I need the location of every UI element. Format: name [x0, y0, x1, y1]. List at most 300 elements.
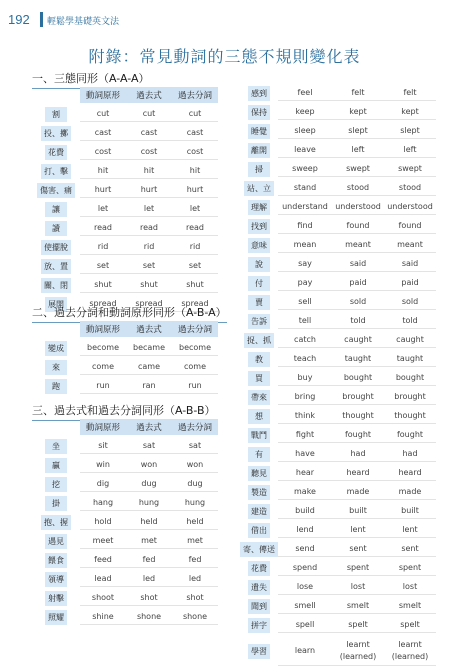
past-participle-cell: shone: [172, 609, 218, 625]
meaning-cell: [240, 104, 278, 120]
table-row: [240, 161, 436, 177]
meaning-cell: [32, 590, 80, 606]
past-tense-cell: set: [126, 258, 172, 274]
meaning-cell: [32, 258, 80, 274]
table-row: [240, 351, 436, 367]
past-tense-cell: lost: [332, 579, 384, 595]
table-row: [32, 106, 218, 122]
meaning-label: 教: [248, 352, 270, 367]
table-row: [32, 258, 218, 274]
meaning-cell: [32, 438, 80, 454]
table-row: [32, 609, 218, 625]
table-row: [240, 560, 436, 576]
table-row: [240, 313, 436, 329]
base-form-cell: shoot: [80, 590, 126, 606]
meaning-label: 買: [248, 371, 270, 386]
past-tense-cell: spread: [126, 296, 172, 312]
past-tense-cell: brought: [332, 389, 384, 405]
meaning-cell: [32, 277, 80, 293]
past-tense-cell: heard: [332, 465, 384, 481]
past-tense-cell: slept: [332, 123, 384, 139]
past-tense-cell: fed: [126, 552, 172, 568]
base-form-cell: say: [278, 256, 332, 272]
past-tense-cell: made: [332, 484, 384, 500]
base-form-cell: tell: [278, 313, 332, 329]
meaning-cell: [240, 237, 278, 253]
past-tense-cell: had: [332, 446, 384, 462]
past-tense-cell: ran: [126, 378, 172, 394]
past-tense-cell: spent: [332, 560, 384, 576]
past-tense-cell: read: [126, 220, 172, 236]
past-participle-cell: understood: [384, 199, 436, 215]
past-tense-cell: cast: [126, 125, 172, 141]
meaning-label: 照耀: [45, 610, 67, 625]
past-participle-cell: thought: [384, 408, 436, 424]
past-tense-cell: held: [126, 514, 172, 530]
past-participle-cell: shot: [172, 590, 218, 606]
table-header: [32, 321, 218, 337]
table-row: [32, 277, 218, 293]
table-row: [240, 427, 436, 443]
meaning-label: 變成: [45, 341, 67, 356]
table-row: [32, 182, 218, 198]
table-row: [32, 163, 218, 179]
past-tense-cell: stood: [332, 180, 384, 196]
table-row: [32, 590, 218, 606]
past-tense-cell: thought: [332, 408, 384, 424]
column-header-pp: 過去分詞: [172, 419, 218, 435]
meaning-label: 餵食: [45, 553, 67, 568]
past-participle-cell: fought: [384, 427, 436, 443]
meaning-cell: [32, 106, 80, 122]
past-tense-cell: kept: [332, 104, 384, 120]
meaning-cell: [32, 201, 80, 217]
table-row: [240, 294, 436, 310]
base-form-cell: hear: [278, 465, 332, 481]
column-header-base: 動詞原形: [80, 87, 126, 103]
past-participle-cell: set: [172, 258, 218, 274]
meaning-label: 製造: [248, 485, 270, 500]
base-form-cell: sleep: [278, 123, 332, 139]
meaning-cell: [240, 408, 278, 424]
base-form-cell: keep: [278, 104, 332, 120]
meaning-cell: [240, 275, 278, 291]
meaning-cell: [240, 142, 278, 158]
base-form-cell: read: [80, 220, 126, 236]
past-participle-cell: spent: [384, 560, 436, 576]
base-form-cell: bring: [278, 389, 332, 405]
page-header: [0, 0, 449, 40]
past-participle-cell: come: [172, 359, 218, 375]
meaning-label: 打、擊: [41, 164, 71, 179]
base-form-cell: rid: [80, 239, 126, 255]
form-alternate: (learned): [339, 651, 377, 661]
base-form-cell: buy: [278, 370, 332, 386]
meaning-label: 讓: [45, 202, 67, 217]
base-form-cell: sell: [278, 294, 332, 310]
form-primary: learnt: [398, 639, 422, 649]
table-row: [240, 389, 436, 405]
form-alternate: (learned): [391, 651, 429, 661]
section-title: 一、三態同形（A-A-A）: [32, 72, 150, 85]
past-participle-cell: [384, 636, 436, 666]
past-tense-cell: smelt: [332, 598, 384, 614]
meaning-label: 付: [248, 276, 270, 291]
meaning-cell: [240, 446, 278, 462]
meaning-cell: [240, 465, 278, 481]
column-header-pp: 過去分詞: [172, 321, 218, 337]
base-form-cell: cast: [80, 125, 126, 141]
meaning-cell: [32, 182, 80, 198]
table-row: [240, 180, 436, 196]
past-tense-cell: said: [332, 256, 384, 272]
base-form-cell: fight: [278, 427, 332, 443]
past-tense-cell: fought: [332, 427, 384, 443]
past-participle-cell: shut: [172, 277, 218, 293]
meaning-cell: [240, 560, 278, 576]
past-participle-cell: cast: [172, 125, 218, 141]
past-participle-cell: hung: [172, 495, 218, 511]
base-form-cell: sit: [80, 438, 126, 454]
past-participle-cell: brought: [384, 389, 436, 405]
base-form-cell: catch: [278, 332, 332, 348]
meaning-label: 投、擲: [41, 126, 71, 141]
table-row: [240, 579, 436, 595]
past-participle-cell: dug: [172, 476, 218, 492]
past-tense-cell: [332, 636, 384, 666]
past-participle-cell: become: [172, 340, 218, 356]
table-row: [240, 256, 436, 272]
table-row: [240, 237, 436, 253]
past-participle-cell: slept: [384, 123, 436, 139]
table-row: [240, 446, 436, 462]
table-row: [32, 476, 218, 492]
past-participle-cell: left: [384, 142, 436, 158]
meaning-label: 抱、握: [41, 515, 71, 530]
page-title: 附錄：常見動詞的三態不規則變化表: [88, 47, 361, 66]
meaning-label: 賣: [248, 295, 270, 310]
meaning-label: 展開: [45, 297, 67, 312]
blank-header: [32, 419, 80, 435]
past-participle-cell: heard: [384, 465, 436, 481]
past-tense-cell: meant: [332, 237, 384, 253]
meaning-label: 坐: [45, 439, 67, 454]
base-form-cell: run: [80, 378, 126, 394]
past-participle-cell: said: [384, 256, 436, 272]
past-participle-cell: sold: [384, 294, 436, 310]
past-participle-cell: sent: [384, 541, 436, 557]
meaning-label: 理解: [248, 200, 270, 215]
meaning-cell: [240, 598, 278, 614]
meaning-cell: [240, 503, 278, 519]
meaning-cell: [240, 484, 278, 500]
table-row: [240, 199, 436, 215]
past-participle-cell: made: [384, 484, 436, 500]
past-tense-cell: swept: [332, 161, 384, 177]
base-form-cell: send: [278, 541, 332, 557]
past-tense-cell: lent: [332, 522, 384, 538]
meaning-label: 睡覺: [248, 124, 270, 139]
past-tense-cell: found: [332, 218, 384, 234]
verb-table-aba: [32, 318, 218, 397]
meaning-cell: [32, 495, 80, 511]
table-row: [240, 218, 436, 234]
meaning-cell: [240, 85, 278, 101]
meaning-cell: [32, 220, 80, 236]
past-participle-cell: meant: [384, 237, 436, 253]
past-participle-cell: kept: [384, 104, 436, 120]
past-participle-cell: taught: [384, 351, 436, 367]
meaning-label: 借出: [248, 523, 270, 538]
past-tense-cell: led: [126, 571, 172, 587]
table-row: [32, 220, 218, 236]
blank-header: [32, 321, 80, 337]
meaning-label: 聞到: [248, 599, 270, 614]
past-participle-cell: spread: [172, 296, 218, 312]
meaning-label: 聽見: [248, 466, 270, 481]
base-form-cell: shine: [80, 609, 126, 625]
meaning-cell: [32, 552, 80, 568]
meaning-cell: [240, 389, 278, 405]
table-row: [240, 503, 436, 519]
meaning-label: 帶來: [248, 390, 270, 405]
meaning-label: 跑: [45, 379, 67, 394]
meaning-cell: [240, 579, 278, 595]
meaning-label: 學習: [248, 644, 270, 659]
section-title: 三、過去式和過去分詞同形（A-B-B）: [32, 404, 216, 417]
meaning-cell: [32, 476, 80, 492]
table-row: [240, 598, 436, 614]
meaning-cell: [32, 359, 80, 375]
past-participle-cell: sat: [172, 438, 218, 454]
past-participle-cell: caught: [384, 332, 436, 348]
base-form-cell: meet: [80, 533, 126, 549]
past-tense-cell: sold: [332, 294, 384, 310]
meaning-label: 寄、傳送: [240, 542, 278, 557]
meaning-cell: [240, 180, 278, 196]
table-row: [32, 239, 218, 255]
base-form-cell: lose: [278, 579, 332, 595]
verb-table-aaa: [32, 84, 218, 315]
form-primary: learnt: [346, 639, 370, 649]
past-tense-cell: cost: [126, 144, 172, 160]
base-form-cell: make: [278, 484, 332, 500]
base-form-cell: come: [80, 359, 126, 375]
meaning-label: 找到: [248, 219, 270, 234]
meaning-label: 意味: [248, 238, 270, 253]
meaning-cell: [240, 199, 278, 215]
meaning-cell: [240, 123, 278, 139]
table-row: [240, 104, 436, 120]
verb-table-abb: [32, 416, 218, 628]
meaning-cell: [240, 294, 278, 310]
past-participle-cell: spelt: [384, 617, 436, 633]
base-form-cell: leave: [278, 142, 332, 158]
meaning-label: 戰鬥: [248, 428, 270, 443]
meaning-label: 告訴: [248, 314, 270, 329]
base-form-cell: hit: [80, 163, 126, 179]
meaning-label: 想: [248, 409, 270, 424]
past-participle-cell: built: [384, 503, 436, 519]
page-number: 192: [8, 12, 30, 27]
base-form-cell: let: [80, 201, 126, 217]
meaning-label: 射擊: [45, 591, 67, 606]
past-tense-cell: shot: [126, 590, 172, 606]
table-row: [32, 340, 218, 356]
base-form-cell: have: [278, 446, 332, 462]
past-participle-cell: run: [172, 378, 218, 394]
meaning-label: 花費: [45, 145, 67, 160]
table-row: [32, 571, 218, 587]
meaning-cell: [240, 427, 278, 443]
meaning-label: 離開: [248, 143, 270, 158]
meaning-label: 領導: [45, 572, 67, 587]
past-tense-cell: cut: [126, 106, 172, 122]
meaning-label: 割: [45, 107, 67, 122]
table-header: [32, 87, 218, 103]
meaning-label: 遇見: [45, 534, 67, 549]
meaning-cell: [240, 256, 278, 272]
table-row: [32, 378, 218, 394]
past-participle-cell: met: [172, 533, 218, 549]
table-row: [240, 484, 436, 500]
base-form-cell: spread: [80, 296, 126, 312]
past-participle-cell: cost: [172, 144, 218, 160]
past-participle-cell: felt: [384, 85, 436, 101]
base-form-cell: lend: [278, 522, 332, 538]
table-row: [240, 142, 436, 158]
meaning-cell: [32, 340, 80, 356]
past-participle-cell: told: [384, 313, 436, 329]
table-row: [240, 85, 436, 101]
base-form-cell: spell: [278, 617, 332, 633]
past-participle-cell: swept: [384, 161, 436, 177]
base-form-cell: learn: [278, 636, 332, 666]
meaning-label: 說: [248, 257, 270, 272]
past-tense-cell: hung: [126, 495, 172, 511]
past-participle-cell: held: [172, 514, 218, 530]
past-tense-cell: came: [126, 359, 172, 375]
meaning-label: 建造: [248, 504, 270, 519]
base-form-cell: understand: [278, 199, 332, 215]
meaning-cell: [32, 125, 80, 141]
meaning-label: 關、閉: [41, 278, 71, 293]
base-form-cell: cost: [80, 144, 126, 160]
meaning-cell: [240, 522, 278, 538]
table-row: [240, 275, 436, 291]
past-tense-cell: told: [332, 313, 384, 329]
table-row: [32, 359, 218, 375]
past-participle-cell: found: [384, 218, 436, 234]
base-form-cell: stand: [278, 180, 332, 196]
past-tense-cell: shone: [126, 609, 172, 625]
past-participle-cell: hurt: [172, 182, 218, 198]
base-form-cell: feed: [80, 552, 126, 568]
past-tense-cell: shut: [126, 277, 172, 293]
table-row: [32, 552, 218, 568]
past-tense-cell: rid: [126, 239, 172, 255]
base-form-cell: dig: [80, 476, 126, 492]
base-form-cell: hold: [80, 514, 126, 530]
column-header-base: 動詞原形: [80, 321, 126, 337]
past-participle-cell: won: [172, 457, 218, 473]
base-form-cell: mean: [278, 237, 332, 253]
past-tense-cell: caught: [332, 332, 384, 348]
meaning-label: 有: [248, 447, 270, 462]
past-participle-cell: stood: [384, 180, 436, 196]
table-row: [32, 201, 218, 217]
meaning-label: 感到: [248, 86, 270, 101]
past-participle-cell: had: [384, 446, 436, 462]
table-row: [240, 636, 436, 666]
meaning-label: 保持: [248, 105, 270, 120]
table-row: [240, 541, 436, 557]
column-header-past: 過去式: [126, 321, 172, 337]
past-tense-cell: left: [332, 142, 384, 158]
meaning-cell: [32, 514, 80, 530]
table-row: [240, 522, 436, 538]
meaning-cell: [240, 218, 278, 234]
past-tense-cell: hit: [126, 163, 172, 179]
past-tense-cell: sent: [332, 541, 384, 557]
past-tense-cell: taught: [332, 351, 384, 367]
header-divider: [40, 12, 43, 27]
base-form-cell: pay: [278, 275, 332, 291]
base-form-cell: spend: [278, 560, 332, 576]
past-tense-cell: paid: [332, 275, 384, 291]
column-header-base: 動詞原形: [80, 419, 126, 435]
meaning-label: 捉、抓: [244, 333, 274, 348]
meaning-cell: [240, 541, 278, 557]
base-form-cell: teach: [278, 351, 332, 367]
past-participle-cell: let: [172, 201, 218, 217]
meaning-cell: [32, 571, 80, 587]
meaning-cell: [32, 457, 80, 473]
base-form-cell: hang: [80, 495, 126, 511]
base-form-cell: find: [278, 218, 332, 234]
past-tense-cell: dug: [126, 476, 172, 492]
verb-table-abb-continued: [240, 82, 436, 669]
meaning-cell: [32, 609, 80, 625]
column-header-pp: 過去分詞: [172, 87, 218, 103]
meaning-cell: [32, 163, 80, 179]
meaning-label: 站、立: [244, 181, 274, 196]
section-title: 二、過去分詞和動詞原形同形（A-B-A）: [32, 306, 227, 319]
past-tense-cell: became: [126, 340, 172, 356]
table-row: [240, 617, 436, 633]
past-participle-cell: lent: [384, 522, 436, 538]
meaning-cell: [240, 332, 278, 348]
past-participle-cell: led: [172, 571, 218, 587]
base-form-cell: shut: [80, 277, 126, 293]
table-row: [32, 533, 218, 549]
table-row: [32, 495, 218, 511]
meaning-label: 傷害、痛: [37, 183, 75, 198]
meaning-cell: [240, 636, 278, 666]
meaning-cell: [240, 617, 278, 633]
meaning-label: 放、置: [41, 259, 71, 274]
past-participle-cell: lost: [384, 579, 436, 595]
meaning-cell: [32, 144, 80, 160]
table-row: [32, 457, 218, 473]
table-row: [240, 465, 436, 481]
past-tense-cell: bought: [332, 370, 384, 386]
meaning-cell: [32, 533, 80, 549]
past-participle-cell: cut: [172, 106, 218, 122]
base-form-cell: hurt: [80, 182, 126, 198]
meaning-label: 贏: [45, 458, 67, 473]
table-row: [32, 125, 218, 141]
